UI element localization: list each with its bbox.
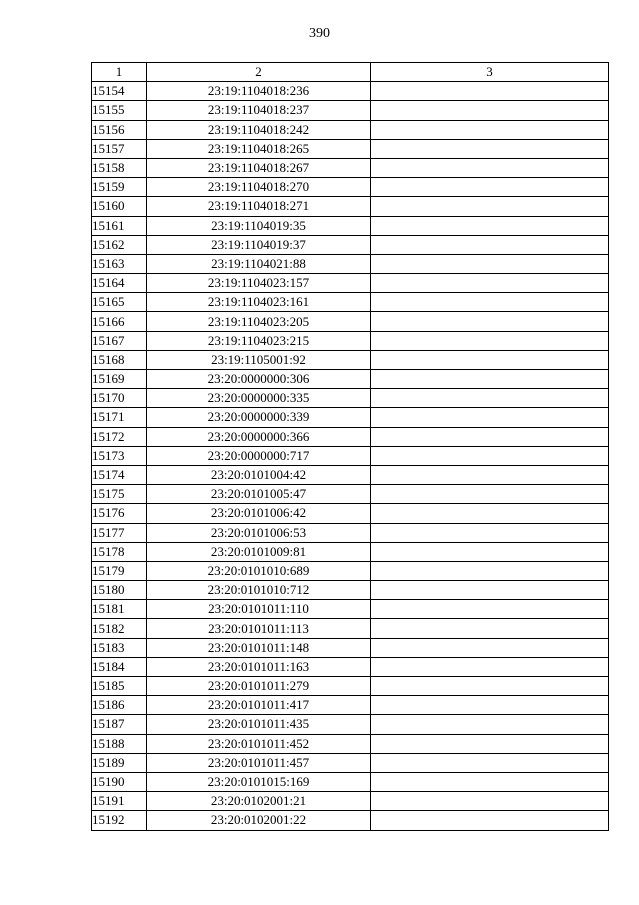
- note-cell: [371, 427, 609, 446]
- cadastral-number-cell: 23:20:0101011:148: [147, 638, 371, 657]
- row-number-cell: 15166: [92, 312, 147, 331]
- table-row: [92, 370, 609, 389]
- table-row: [92, 101, 609, 120]
- note-cell: [371, 542, 609, 561]
- note-cell: [371, 389, 609, 408]
- cadastral-number-cell: 23:20:0101006:53: [147, 523, 371, 542]
- note-cell: [371, 638, 609, 657]
- table-row: [92, 715, 609, 734]
- note-cell: [371, 178, 609, 197]
- table-row: [92, 350, 609, 369]
- row-number-cell: 15164: [92, 274, 147, 293]
- table-row: [92, 446, 609, 465]
- note-cell: [371, 715, 609, 734]
- cadastral-number-cell: 23:19:1104019:35: [147, 216, 371, 235]
- cadastral-number-cell: 23:19:1104023:161: [147, 293, 371, 312]
- note-cell: [371, 274, 609, 293]
- cadastral-number-cell: 23:19:1104019:37: [147, 235, 371, 254]
- row-number-cell: 15163: [92, 254, 147, 273]
- note-cell: [371, 197, 609, 216]
- cadastral-number-cell: 23:19:1104018:236: [147, 82, 371, 101]
- table-row: [92, 696, 609, 715]
- table-row: [92, 254, 609, 273]
- note-cell: [371, 254, 609, 273]
- note-cell: [371, 370, 609, 389]
- row-number-cell: 15168: [92, 350, 147, 369]
- note-cell: [371, 446, 609, 465]
- table-row: [92, 235, 609, 254]
- cadastral-number-cell: 23:19:1104018:267: [147, 158, 371, 177]
- note-cell: [371, 139, 609, 158]
- row-number-cell: 15176: [92, 504, 147, 523]
- row-number-cell: 15186: [92, 696, 147, 715]
- note-cell: [371, 753, 609, 772]
- note-cell: [371, 485, 609, 504]
- table-row: [92, 542, 609, 561]
- cadastral-number-cell: 23:19:1104018:270: [147, 178, 371, 197]
- row-number-cell: 15169: [92, 370, 147, 389]
- row-number-cell: 15190: [92, 772, 147, 791]
- row-number-cell: 15158: [92, 158, 147, 177]
- row-number-cell: 15189: [92, 753, 147, 772]
- table-row: [92, 600, 609, 619]
- cadastral-number-cell: 23:20:0000000:366: [147, 427, 371, 446]
- row-number-cell: 15179: [92, 561, 147, 580]
- row-number-cell: 15174: [92, 465, 147, 484]
- note-cell: [371, 408, 609, 427]
- row-number-cell: 15171: [92, 408, 147, 427]
- row-number-cell: 15162: [92, 235, 147, 254]
- cadastral-number-cell: 23:20:0101006:42: [147, 504, 371, 523]
- note-cell: [371, 312, 609, 331]
- row-number-cell: 15167: [92, 331, 147, 350]
- note-cell: [371, 696, 609, 715]
- cadastral-number-cell: 23:20:0101011:163: [147, 657, 371, 676]
- note-cell: [371, 561, 609, 580]
- note-cell: [371, 792, 609, 811]
- row-number-cell: 15182: [92, 619, 147, 638]
- table-row: [92, 408, 609, 427]
- table-row: [92, 581, 609, 600]
- cadastral-number-cell: 23:19:1104018:265: [147, 139, 371, 158]
- table-row: [92, 274, 609, 293]
- note-cell: [371, 734, 609, 753]
- table-row: [92, 485, 609, 504]
- table-row: [92, 139, 609, 158]
- table-row: [92, 657, 609, 676]
- row-number-cell: 15181: [92, 600, 147, 619]
- table-row: [92, 638, 609, 657]
- cadastral-number-cell: 23:20:0101010:712: [147, 581, 371, 600]
- table-row: [92, 197, 609, 216]
- note-cell: [371, 504, 609, 523]
- cadastral-number-cell: 23:19:1104023:157: [147, 274, 371, 293]
- note-cell: [371, 158, 609, 177]
- table-row: [92, 811, 609, 830]
- row-number-cell: 15156: [92, 120, 147, 139]
- cadastral-number-cell: 23:20:0000000:306: [147, 370, 371, 389]
- column-header-2: 2: [147, 63, 371, 82]
- registry-table: [91, 62, 609, 831]
- cadastral-number-cell: 23:19:1104023:205: [147, 312, 371, 331]
- column-header-3: 3: [371, 63, 609, 82]
- table-row: [92, 427, 609, 446]
- table-row: [92, 216, 609, 235]
- row-number-cell: 15180: [92, 581, 147, 600]
- row-number-cell: 15188: [92, 734, 147, 753]
- note-cell: [371, 293, 609, 312]
- table-row: [92, 312, 609, 331]
- cadastral-number-cell: 23:19:1104023:215: [147, 331, 371, 350]
- cadastral-number-cell: 23:20:0101004:42: [147, 465, 371, 484]
- row-number-cell: 15185: [92, 677, 147, 696]
- row-number-cell: 15157: [92, 139, 147, 158]
- cadastral-number-cell: 23:19:1104018:237: [147, 101, 371, 120]
- cadastral-number-cell: 23:20:0101011:452: [147, 734, 371, 753]
- table-row: [92, 178, 609, 197]
- cadastral-number-cell: 23:20:0101010:689: [147, 561, 371, 580]
- table-row: [92, 504, 609, 523]
- note-cell: [371, 657, 609, 676]
- table-row: [92, 465, 609, 484]
- row-number-cell: 15184: [92, 657, 147, 676]
- column-header-1: 1: [92, 63, 147, 82]
- row-number-cell: 15183: [92, 638, 147, 657]
- note-cell: [371, 235, 609, 254]
- cadastral-number-cell: 23:20:0101011:279: [147, 677, 371, 696]
- cadastral-number-cell: 23:19:1104018:242: [147, 120, 371, 139]
- cadastral-number-cell: 23:20:0101011:457: [147, 753, 371, 772]
- table-row: [92, 792, 609, 811]
- table-row: [92, 293, 609, 312]
- table-row: [92, 389, 609, 408]
- note-cell: [371, 811, 609, 830]
- note-cell: [371, 600, 609, 619]
- table-row: [92, 82, 609, 101]
- note-cell: [371, 101, 609, 120]
- table-row: [92, 619, 609, 638]
- row-number-cell: 15175: [92, 485, 147, 504]
- row-number-cell: 15173: [92, 446, 147, 465]
- row-number-cell: 15172: [92, 427, 147, 446]
- header-row: [92, 63, 609, 82]
- row-number-cell: 15177: [92, 523, 147, 542]
- row-number-cell: 15161: [92, 216, 147, 235]
- cadastral-number-cell: 23:20:0102001:22: [147, 811, 371, 830]
- row-number-cell: 15191: [92, 792, 147, 811]
- row-number-cell: 15192: [92, 811, 147, 830]
- cadastral-number-cell: 23:19:1104018:271: [147, 197, 371, 216]
- table-row: [92, 772, 609, 791]
- note-cell: [371, 465, 609, 484]
- table-header: [92, 63, 609, 82]
- cadastral-number-cell: 23:20:0101011:110: [147, 600, 371, 619]
- table-row: [92, 677, 609, 696]
- page-number: 390: [309, 26, 330, 41]
- note-cell: [371, 581, 609, 600]
- cadastral-number-cell: 23:20:0102001:21: [147, 792, 371, 811]
- table-row: [92, 561, 609, 580]
- row-number-cell: 15178: [92, 542, 147, 561]
- cadastral-number-cell: 23:20:0101011:113: [147, 619, 371, 638]
- note-cell: [371, 523, 609, 542]
- note-cell: [371, 82, 609, 101]
- note-cell: [371, 677, 609, 696]
- row-number-cell: 15165: [92, 293, 147, 312]
- row-number-cell: 15187: [92, 715, 147, 734]
- table-row: [92, 331, 609, 350]
- row-number-cell: 15160: [92, 197, 147, 216]
- row-number-cell: 15159: [92, 178, 147, 197]
- table-row: [92, 523, 609, 542]
- table-body: [92, 82, 609, 830]
- row-number-cell: 15155: [92, 101, 147, 120]
- note-cell: [371, 350, 609, 369]
- cadastral-number-cell: 23:20:0000000:717: [147, 446, 371, 465]
- note-cell: [371, 331, 609, 350]
- cadastral-number-cell: 23:20:0101011:417: [147, 696, 371, 715]
- cadastral-number-cell: 23:20:0101011:435: [147, 715, 371, 734]
- cadastral-number-cell: 23:20:0101005:47: [147, 485, 371, 504]
- table-row: [92, 158, 609, 177]
- cadastral-number-cell: 23:20:0101009:81: [147, 542, 371, 561]
- cadastral-number-cell: 23:20:0000000:335: [147, 389, 371, 408]
- cadastral-number-cell: 23:20:0000000:339: [147, 408, 371, 427]
- note-cell: [371, 120, 609, 139]
- row-number-cell: 15170: [92, 389, 147, 408]
- note-cell: [371, 216, 609, 235]
- table-row: [92, 120, 609, 139]
- table-row: [92, 753, 609, 772]
- cadastral-number-cell: 23:19:1105001:92: [147, 350, 371, 369]
- cadastral-number-cell: 23:20:0101015:169: [147, 772, 371, 791]
- row-number-cell: 15154: [92, 82, 147, 101]
- note-cell: [371, 619, 609, 638]
- note-cell: [371, 772, 609, 791]
- cadastral-number-cell: 23:19:1104021:88: [147, 254, 371, 273]
- table-row: [92, 734, 609, 753]
